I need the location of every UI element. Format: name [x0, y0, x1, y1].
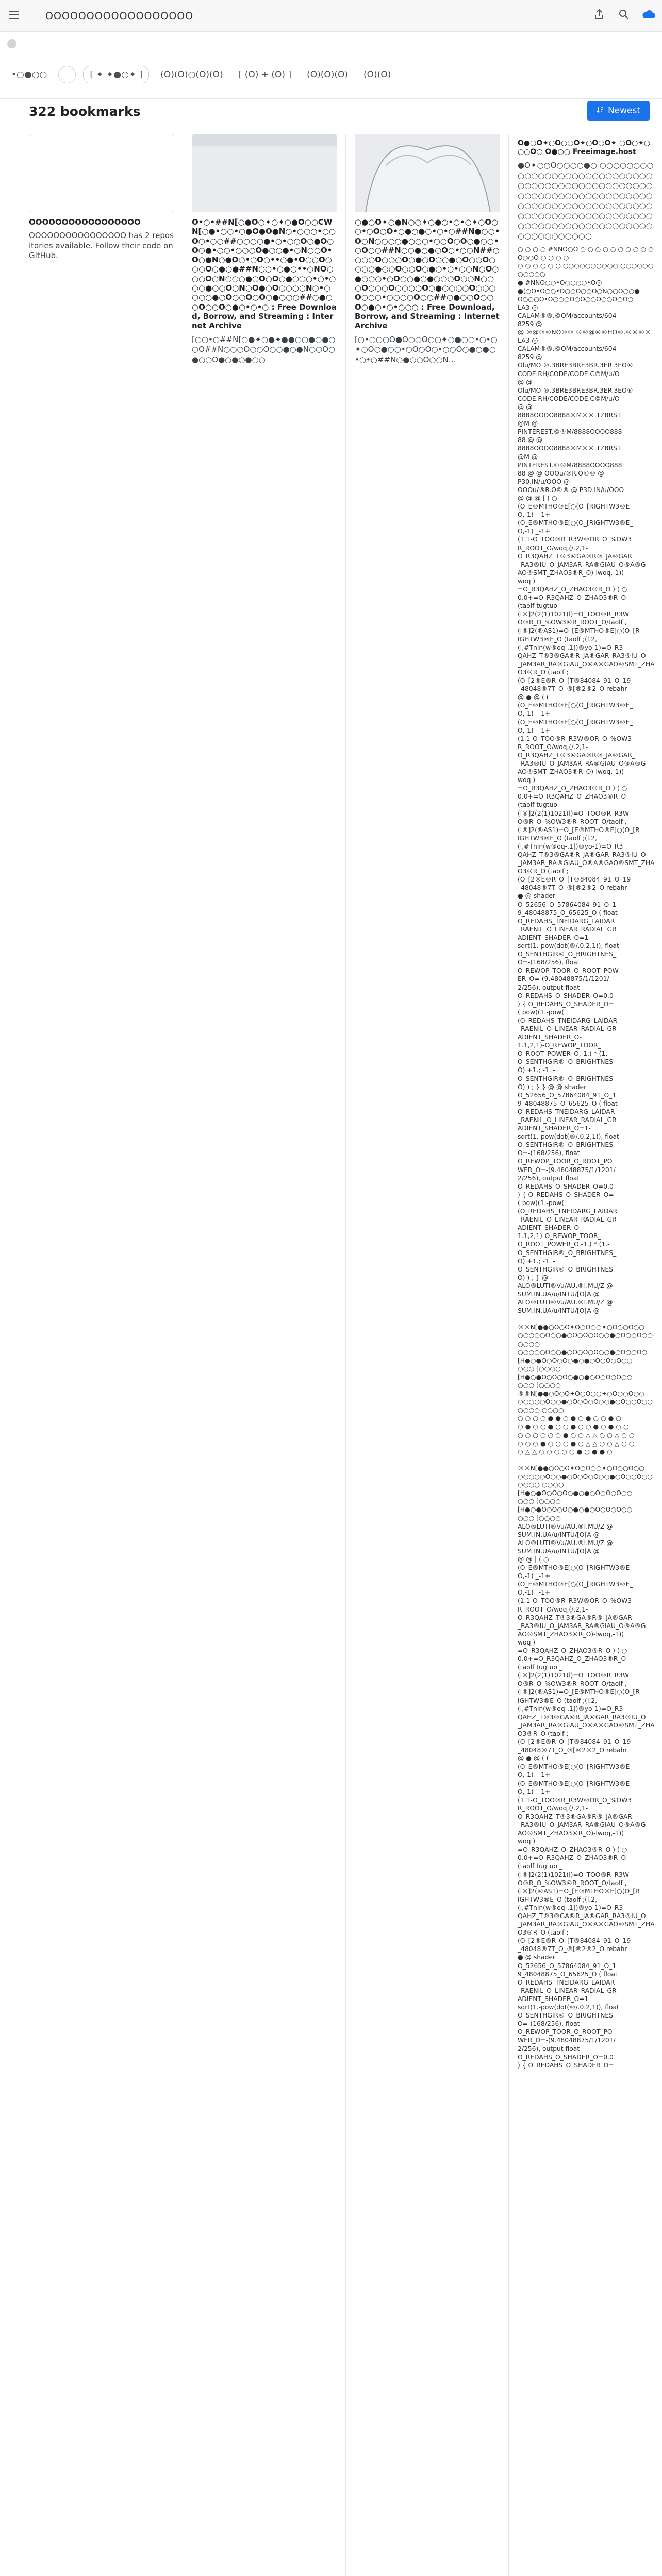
column-divider — [345, 134, 346, 2576]
tag-chip[interactable]: (O)(O) — [363, 70, 391, 80]
sort-icon — [597, 106, 604, 116]
bookmark-title[interactable]: ○●○O✦○●N○○✦○●○•○•○✦○O○○•○O○O•○●○●○•○•○##N●○○•O○N○○○○●○○○•○○O○O○●○○•○O○○##N○○●○●○O○•○○N##○○○○O○○○O○●○O○○●○O○○O○○○○●○○O○○O○●○•○•○○N○O○●○○○•○O○○●○●○○○O○○N○○○O○○○O○○○○O○●○○○○O○○○O○○○•○○○○O○○##○●○○O○○O○●○•○•○○○ : Free Download, Borrow, and Streaming : Internet Archive — [355, 217, 500, 331]
share-icon[interactable] — [592, 7, 606, 22]
bookmark-title[interactable]: OOOOOOOOOOOOOOOOO — [29, 217, 141, 227]
bookmark-description: OOOOOOOOOOOOOOOO has 2 repositories available. Follow their code on GitHub. — [29, 231, 174, 261]
bookmark-thumbnail — [192, 134, 337, 212]
tag-chip[interactable]: (O)(O)(O) — [307, 70, 349, 80]
hamburger-icon[interactable] — [7, 8, 21, 22]
bookmark-card[interactable] — [355, 134, 500, 365]
bookmark-card[interactable] — [192, 134, 337, 365]
sort-newest-button[interactable] — [587, 101, 650, 121]
tag-chip[interactable]: [ ✦ ✦●○✦ ] — [83, 66, 149, 83]
mountain-image-icon — [355, 134, 500, 212]
bookmark-description: ●O✦○○O○○○○●○ ○○○○○○○○○○○○○○○○○○○○○○○○○○○○○○○○○○○○○○○○○○○○○○○○○○○○○○○○○○○○○○○○○○○○○○○○○○○○○○○○○○○○○○○○○○○○○○○○○○○○○○○○○○○○○○○○○○○○○○○○○○○○○○○○○○○○○○○○○○○ — [518, 161, 654, 241]
bookmark-thumbnail — [355, 134, 500, 212]
cloud-icon[interactable] — [641, 7, 656, 22]
tag-chip[interactable]: •○●○○ — [11, 70, 47, 80]
tag-chip[interactable]: (O)(O)○(O)(O) — [160, 70, 223, 80]
bookmark-thumbnail — [29, 134, 174, 212]
column-divider — [508, 134, 509, 2576]
tag-filter-bar — [0, 32, 662, 99]
tag-chip[interactable]: [ (O) + (O) ] — [238, 70, 292, 80]
bookmark-count: 322 bookmarks — [29, 104, 141, 119]
bookmark-description: [○•○○○O●O○○O○○✦○●○○•○•○✦○O○●○○•○O○O○•○○O○●○●○•○•○##N○●○○O○○N… — [355, 334, 498, 364]
bookmark-card[interactable] — [29, 134, 174, 261]
bookmark-description: [○○•○##N[○●✦○●✦●●○○●○●○○O##N○○○O○○O○○●○●N○○O○●○○O●○●○●○○ — [192, 334, 336, 364]
sort-button-label: Newest — [607, 106, 640, 116]
topbar-actions — [592, 7, 656, 22]
quick-filter-icon[interactable] — [7, 39, 16, 48]
tag-add-icon[interactable] — [58, 66, 76, 83]
search-icon[interactable] — [617, 7, 631, 22]
tagbar-quick-row — [7, 39, 16, 48]
bookmark-title[interactable]: O•○•##N[○●O○✦○✦○●O○○CWN[○●•○○•○●O●O●N○•○○○•○○O○•○○##○○○○●•○•○○O○●O○O○●•○○•○○○O●○○●•○N○○O•O○●N○●O○•○O○••○●•O○○O○○○O○●○●##N○○•○●○••○NO○○○O○N○○○●○O○O○●○○○•○•○○○●○○O○N○O●○O○○○○N○•○○○○●○O○○O○O○●○○○##○●○○O○○O○●○•○•○ : Free Download, Borrow, and Streaming : Internet Archive — [192, 217, 337, 331]
top-bar — [0, 0, 662, 32]
bookmark-card[interactable] — [518, 134, 656, 2070]
bookmark-content-preview: ○ ○ ○ ○ #NNO○O ○ ○ ○ ○ ○ ○ ○ ○ ○ ○O○○O ○ ○ ○ ○ ○ ○ ○ ○ ○ ○ ○○○○○○○○○○ ○○○○○○○○○○○ ● #NNO○○•O○○○○•O@ ●(○O•O○○•O○○O○○O○N○○O○○● O○○○O•O○○○O○O○○O○○O○O○ LA3 @ CALAM®®.©OM/accounts/604 8259 @ @ ®@®®NO®® ®®@®®HO®.®®®® LA3 @ CALAM®®.©OM/accounts/604 8259 @ Olu/MO ®.3BRE3BRE3BR.3ER.3EO® CODE.RH/CODE/CODE.C©M/u/O @ @ Olu/MO ®.3BRE3BRE3BR.3ER.3EO® CODE.RH/CODE/CODE.C©M/u/O @ @ 8888OOOO8888®M®®.TZ8RST @M @ PINTEREST.©®M/8888OOOO888 88 @ @ 8888OOOO8888®M®®.TZ8RST @M @ PINTEREST.©®M/8888OOOO888 88 @ @ OOOu/®R.O©® @ P30.IN/u/OOO @ OOOu/®R.O©® @ P3D.IN/u/OOO @ @ @ [ ( ○ (O_E®MTHO®E[○(O_[RIGHTW3®E_ O,-1) _-1+ (O_E®MTHO®E[○(O_[RIGHTW3®E_ O,-1) _-1+ (1.1-O_TOO®R_R3W®OR_O_%OW3 R_ROOT_O/woq,(/.2,1- O_R3QAHZ_T®3®GA®R®_JA®GAR_ _RA3®IU_O_JAM3AR_RA®GIAU_O®A®G AO®SMT_ZHAO3®R_O)-lwoq,-1)) woq ) =O_R3QAHZ_O_ZHAO3®R_O ) ( ○ 0.0+=O_R3QAHZ_O_ZHAO3®R_O (taolf tugtuo _ (l®]2(2(1)1021(l)=O_TOO®R_R3W O®R_O_%OW3®R_ROOT_O/taolf , (l®]2(®AS1)=O_[E®MTHO®E[○(O_[R IGHTW3®E_O (taolf ;(l.2, (l,#TnIn(w®oq-.1])®yo-1)=O_R3 QAHZ_T®3®GA®R_JA®GAR_RA3®IU_O _JAM3AR_RA®GIAU_O®A®GAO®SMT_ZHAO3®R_O (taolf ; (O_[2®E®R_O_[T®84084_91_O_19 _48048®7T_O_®[®2®2_O rebahr @ ● @ ( ( (O_E®MTHO®E[○(O_[RIGHTW3®E_ O,-1) _-1+ (O_E®MTHO®E[○(O_[RIGHTW3®E_ O,-1) _-1+ (1.1-O_TOO®R_R3W®OR_O_%OW3 R_ROOT_O/woq,(/.2,1- O_R3QAHZ_T®3®GA®R®_JA®GAR_ _RA3®IU_O_JAM3AR_RA®GIAU_O®A®G AO®SMT_ZHAO3®R_O)-lwoq,-1)) woq ) =O_R3QAHZ_O_ZHAO3®R_O ) ( ○ 0.0+=O_R3QAHZ_O_ZHAO3®R_O (taolf tugtuo _ (l®]2(2(1)1021(l)=O_TOO®R_R3W O®R_O_%OW3®R_ROOT_O/taolf , (l®]2(®AS1)=O_[E®MTHO®E[○(O_[R IGHTW3®E_O (taolf ;(l.2, (l,#TnIn(w®oq-.1])®yo-1)=O_R3 QAHZ_T®3®GA®R_JA®GAR_RA3®IU_O _JAM3AR_RA®GIAU_O®A®GAO®SMT_ZHAO3®R_O (taolf ; (O_[2®E®R_O_[T®84084_91_O_19 _48048®7T_O_®[®2®2_O rebahr ● @ shader O_52656_O_57864084_91_O_1 9_48048875_O_65625_O ( float O_REDAHS_TNEIDARG_LAIDAR _RAENIL_O_LINEAR_RADIAL_GR ADIENT_SHADER_O=1- sqrt(1.-pow(dot(®/.0.2,1)), float O_SENTHGIR®_O_BRIGHTNES_ O=-(168/256), float O_REWOP_TOOR_O_ROOT_POW ER_O=-(9.48048875/1/1201/ 2/256), output float O_REDAHS_O_SHADER_O=0.0 ) { O_REDAHS_O_SHADER_O= ( pow((1.-pow( (O_REDAHS_TNEIDARG_LAIDAR _RAENIL_O_LINEAR_RADIAL_GR ADIENT_SHADER_O- 1.1,2,1)-O_REWOP_TOOR_ O_ROOT_POWER_O,-1.) * (1.- O_SENTHGIR®_O_BRIGHTNES_ O) +1.; -1. - O_SENTHGIR®_O_BRIGHTNES_ O) ) ; } } @ @ shader O_52656_O_57864084_91_O_1 9_48048875_O_65625_O ( float O_REDAHS_TNEIDARG_LAIDAR _RAENIL_O_LINEAR_RADIAL_GR ADIENT_SHADER_O=1- sqrt(1.-pow(dot(®/.0.2,1)), float O_SENTHGIR®_O_BRIGHTNES_ O=-(168/256), float O_REWOP_TOOR_O_ROOT_PO WER_O=-(9.48048875/1/1201/ 2/256), output float O_REDAHS_O_SHADER_O=0.0 ) { O_REDAHS_O_SHADER_O= ( pow((1.-pow( (O_REDAHS_TNEIDARG_LAIDAR _RAENIL_O_LINEAR_RADIAL_GR ADIENT_SHADER_O- 1.1,2,1)-O_REWOP_TOOR_ O_ROOT_POWER_O,-1.) * (1.- O_SENTHGIR®_O_BRIGHTNES_ O) +1.; -1. - O_SENTHGIR®_O_BRIGHTNES_ O) ) ; } @ ALO®LUTI®Vu/AU.®I.MU/Z @ SUM.IN.UA/u/INTU/[O[A @ ALO®LUTI®Vu/AU.®I.MU/Z @ SUM.IN.UA/u/INTU/[O[A @ ®®N[●●○O○O✦O○O○○✦○O○○O○○ ○○○○○O○○●○O○O○O○○●○O○○O○○ ○○○○ ○○○○○O○○●○O○O○O○○●○O○○O○ [H●○●O○O○O○●○●○O○O○O○○ ○○○ [○○○○ [H●○●O○O○O○●○●○O○O○O○○ ○○○ [○○○○ ®®N[●●○O○O✦O○O○○✦○O○○O○○ ○○○○○O○○●○O○O○O○○●○O○○O○○ ○○○○ ○○○○ ○ ○ ○ ○ ● ● ○ ● ○ ● ○ ○ ● ○ ○ ● ○ ○ ● ○ ○ ● ○ ○ ● ○ ● ○ ○ ○ ○ ○ ○ ○ ○ ● ○ ○ △ △ ○ ○ △ ○ ○ ○ ○ ○ ● ○ ○ ○ ● ○ △ △ ○ ○ △ ○ ○ ○ △ △ ○ ○ ○ ○ ○ ● ○ ● ● ○ ®®N[●●○O○O✦O○O○○✦○O○○O○○ ○○○○○O○○●○O○O○O○○●○O○○O○○ ○○○○ ○○○○ [H●○●O○O○O○●○●○O○O○O○○ ○○○ [○○○○ [H●○●O○O○O○●○●○O○O○O○○ ○○○ [○○○○ ALO®LUTI®Vu/AU.®I.MU/Z @ SUM.IN.UA/u/INTU/[O[A @ ALO®LUTI®Vu/AU.®I.MU/Z @ SUM.IN.UA/u/INTU/[O[A @ @ @ [ ( ○ (O_E®MTHO®E[○(O_[RIGHTW3®E_ O,-1) _-1+ (O_E®MTHO®E[○(O_[RIGHTW3®E_ O,-1) _-1+ (1.1-O_TOO®R_R3W®OR_O_%OW3 R_ROOT_O/woq,(/.2,1- O_R3QAHZ_T®3®GA®R®_JA®GAR_ _RA3®IU_O_JAM3AR_RA®GIAU_O®A®G AO®SMT_ZHAO3®R_O)-lwoq,-1)) woq ) =O_R3QAHZ_O_ZHAO3®R_O ) ( ○ 0.0+=O_R3QAHZ_O_ZHAO3®R_O (taolf tugtuo _ (l®]2(2(1)1021(l)=O_TOO®R_R3W O®R_O_%OW3®R_ROOT_O/taolf , (l®]2(®AS1)=O_[E®MTHO®E[○(O_[R IGHTW3®E_O (taolf ;(l.2, (l,#TnIn(w®oq-.1])®yo-1)=O_R3 QAHZ_T®3®GA®R_JA®GAR_RA3®IU_O _JAM3AR_RA®GIAU_O®A®GAO®SMT_ZHAO3®R_O (taolf ; (O_[2®E®R_O_[T®84084_91_O_19 _48048®7T_O_®[®2®2_O rebahr @ ● @ ( ( (O_E®MTHO®E[○(O_[RIGHTW3®E_ O,-1) _-1+ (O_E®MTHO®E[○(O_[RIGHTW3®E_ O,-1) _-1+ (1.1-O_TOO®R_R3W®OR_O_%OW3 R_ROOT_O/woq,(/.2,1- O_R3QAHZ_T®3®GA®R®_JA®GAR_ _RA3®IU_O_JAM3AR_RA®GIAU_O®A®G AO®SMT_ZHAO3®R_O)-lwoq,-1)) woq ) =O_R3QAHZ_O_ZHAO3®R_O ) ( ○ 0.0+=O_R3QAHZ_O_ZHAO3®R_O (taolf tugtuo _ (l®]2(2(1)1021(l)=O_TOO®R_R3W O®R_O_%OW3®R_ROOT_O/taolf , (l®]2(®AS1)=O_[E®MTHO®E[○(O_[R IGHTW3®E_O (taolf ;(l.2, (l,#TnIn(w®oq-.1])®yo-1)=O_R3 QAHZ_T®3®GA®R_JA®GAR_RA3®IU_O _JAM3AR_RA®GIAU_O®A®GAO®SMT_ZHAO3®R_O (taolf ; (O_[2®E®R_O_[T®84084_91_O_19 _48048®7T_O_®[®2®2_O rebahr ● @ shader O_52656_O_57864084_91_O_1 9_48048875_O_65625_O ( float O_REDAHS_TNEIDARG_LAIDAR _RAENIL_O_LINEAR_RADIAL_GR ADIENT_SHADER_O=1- sqrt(1.-pow(dot(®/.0.2,1)), float O_SENTHGIR®_O_BRIGHTNES_ O=-(168/256), float O_REWOP_TOOR_O_ROOT_PO WER_O=-(9.48048875/1/1201/ 2/256), output float O_REDAHS_O_SHADER_O=0.0 ) { O_REDAHS_O_SHADER_O= — [518, 246, 655, 2069]
tag-list — [7, 62, 655, 88]
bookmark-title[interactable]: O●○O✦○O○○O✦○O○O✦ ○O○✦○○○O○ O●○○ Freeimage.host — [518, 139, 651, 157]
app-title: OOOOOOOOOOOOOOOOOO — [45, 10, 194, 22]
